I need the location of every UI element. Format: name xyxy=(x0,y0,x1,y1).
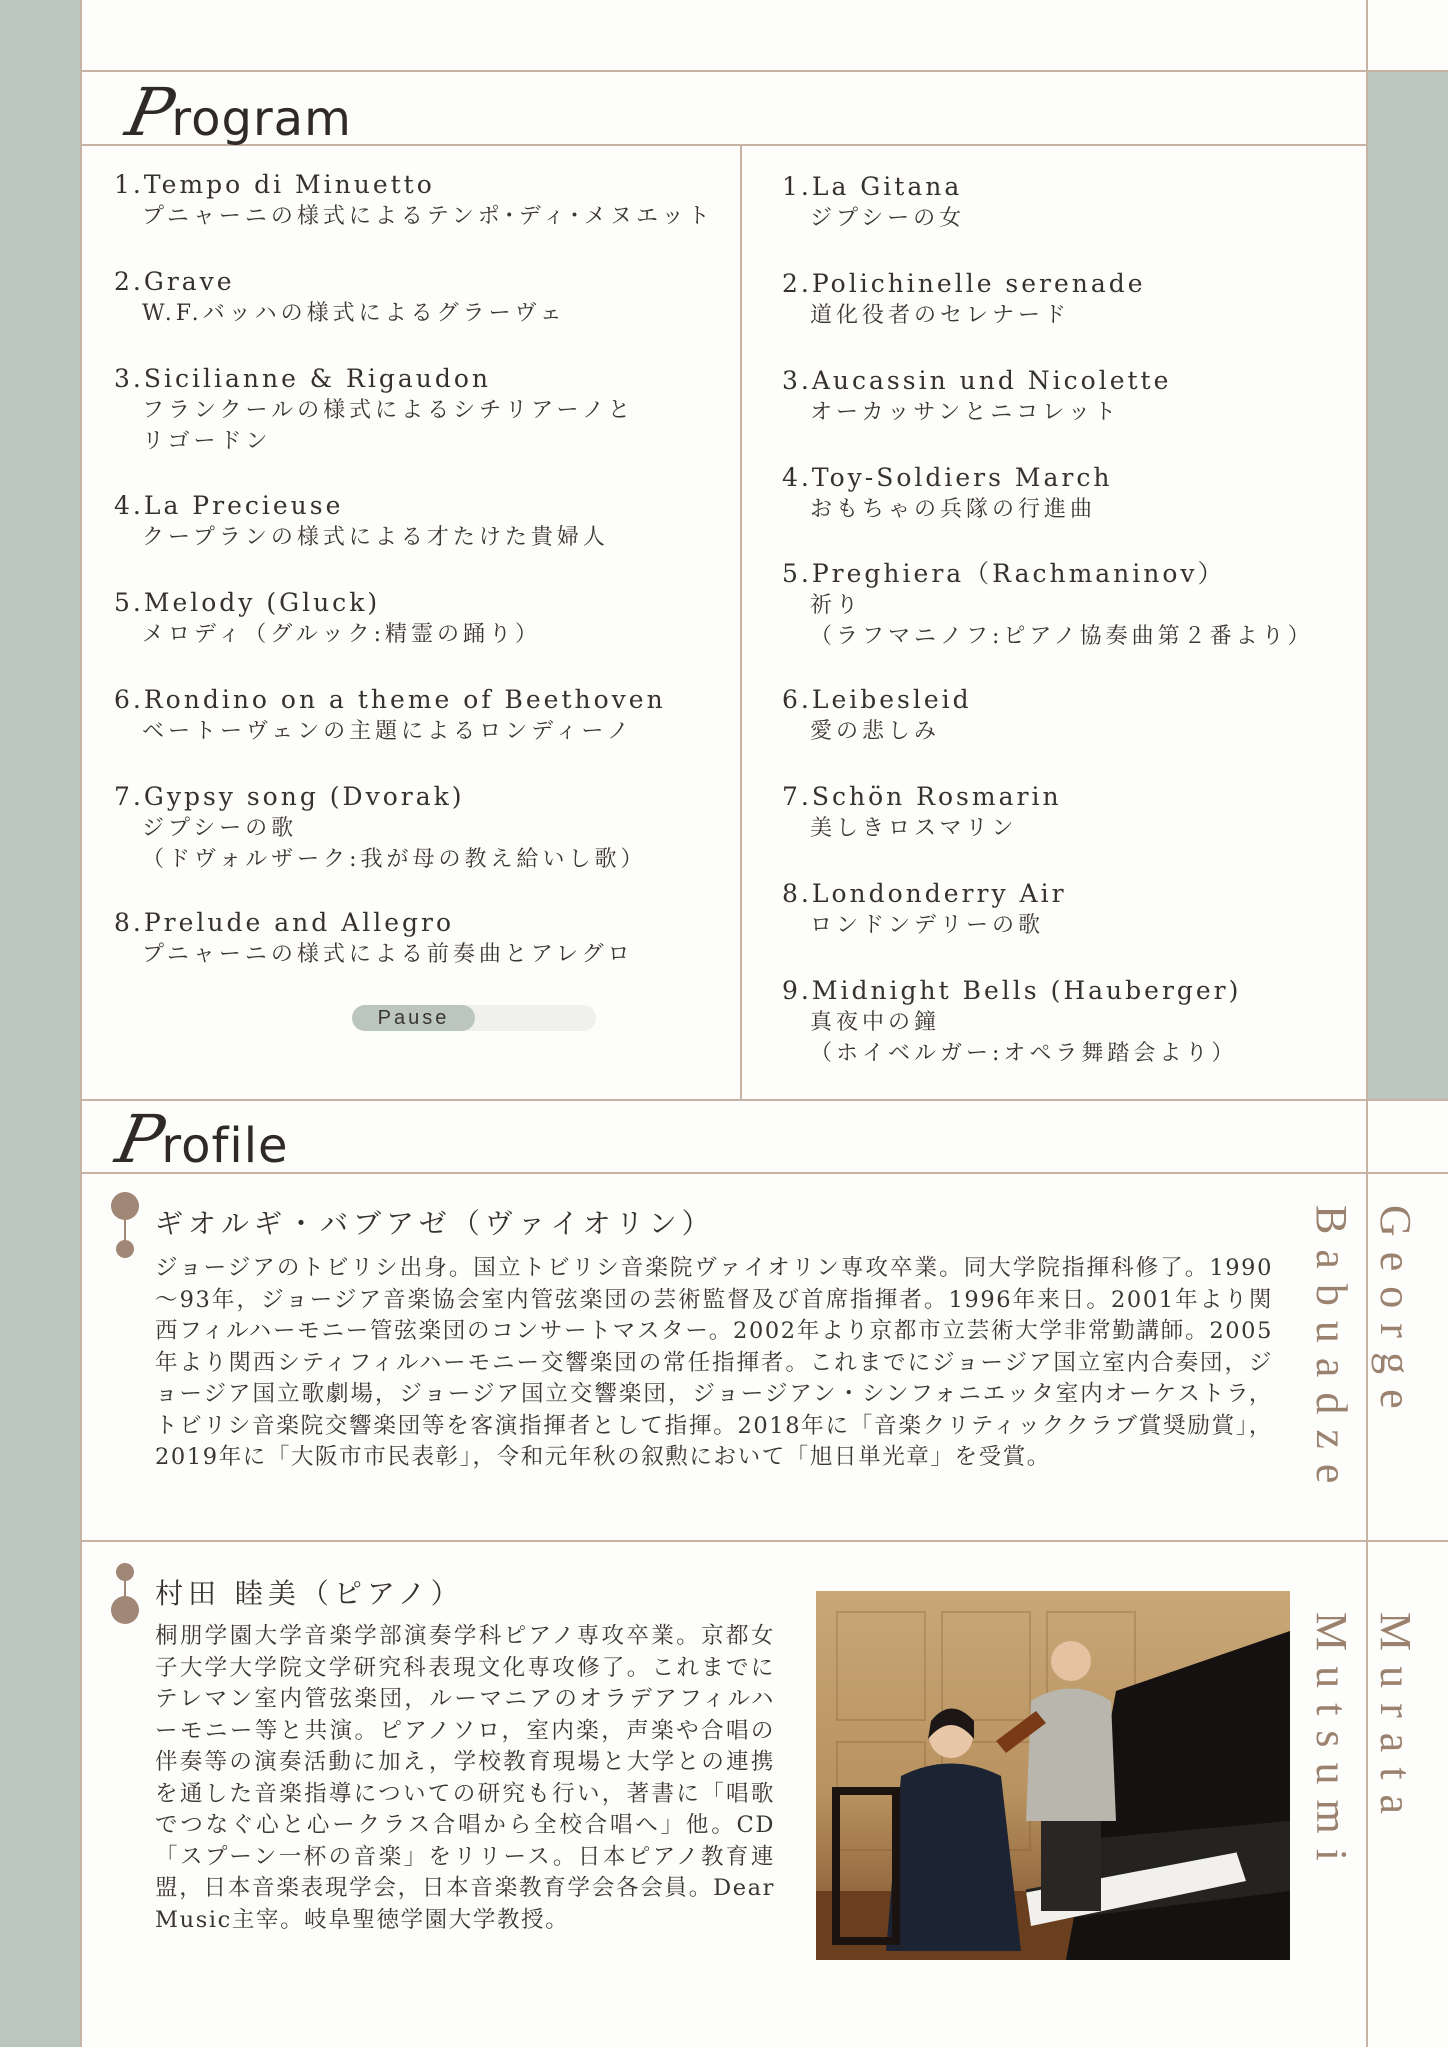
program-item-subtitle: フランクールの様式によるシチリアーノと xyxy=(142,398,635,423)
program-item-subtitle: プニャーニの様式による前奏曲とアレグロ xyxy=(142,942,634,967)
program-item-subtitle: 真夜中の鐘 xyxy=(810,1010,941,1035)
pause-bar xyxy=(352,1005,596,1031)
program-item-title: 2.Polichinelle serenade xyxy=(782,269,1146,298)
program-item-title: 4.Toy-Soldiers March xyxy=(782,463,1113,492)
program-item-title: 6.Rondino on a theme of Beethoven xyxy=(114,685,666,714)
program-item-right-9 xyxy=(782,975,1241,1069)
murata-bio: 桐朋学園大学音楽学部演奏学科ピアノ専攻卒業。京都女子大学大学院文学研究科表現文化専攻修了。これまでにテレマン室内管弦楽団，ルーマニアのオラデアフィルハーモニー等と共演。ピアノソロ，室内楽，声楽や合唱の伴奏等の演奏活動に加え，学校教育現場と大学との連携を通した音楽指導についての研究も行い，著書に「唱歌でつなぐ心と心ークラス合唱から全校合唱へ」他。CD「スプーン一杯の音楽」をリリース。日本ピアノ教育連盟，日本音楽表現学会，日本音楽教育学会各会員。Dear Music主宰。岐阜聖徳学園大学教授。 xyxy=(155,1623,775,1933)
program-item-title: 3.Aucassin und Nicolette xyxy=(782,366,1172,395)
murata-vertical-last: Mutsumi xyxy=(1307,1612,1356,1876)
program-item-subtitle: ジプシーの女 xyxy=(810,206,966,231)
murata-marker-dot-large xyxy=(111,1596,139,1624)
program-item-left-7 xyxy=(114,781,647,875)
program-item-subtitle: 美しきロスマリン xyxy=(810,816,1018,841)
program-item-right-5 xyxy=(782,558,1314,652)
program-item-right-7 xyxy=(782,781,1062,844)
program-item-subtitle: 祈り xyxy=(810,593,863,618)
program-item-left-6 xyxy=(114,684,666,747)
program-item-title: 9.Midnight Bells (Hauberger) xyxy=(782,976,1242,1005)
profile-heading-initial: P xyxy=(109,1101,172,1178)
pause-label: Pause xyxy=(352,1005,475,1031)
program-item-right-8 xyxy=(782,878,1067,941)
right-band-program xyxy=(1367,71,1448,1100)
program-item-title: 8.Londonderry Air xyxy=(782,879,1067,908)
profile-heading-rest: rofile xyxy=(161,1118,289,1174)
program-item-title: 5.Preghiera（Rachmaninov） xyxy=(782,559,1226,588)
profile-heading xyxy=(109,1101,289,1178)
program-item-left-4 xyxy=(114,490,609,553)
program-item-left-1 xyxy=(114,169,714,232)
program-item-title: 1.Tempo di Minuetto xyxy=(114,170,435,199)
program-item-subtitle: オーカッサンとニコレット xyxy=(810,400,1121,425)
program-item-title: 6.Leibesleid xyxy=(782,685,972,714)
program-item-subtitle: W.F.バッハの様式によるグラーヴェ xyxy=(142,301,566,326)
program-item-left-2 xyxy=(114,266,566,329)
program-item-title: 1.La Gitana xyxy=(782,172,963,201)
program-item-subtitle: 道化役者のセレナード xyxy=(810,303,1071,328)
program-item-subtitle: メロディ（グルック:精霊の踊り） xyxy=(142,622,541,647)
program-item-left-3 xyxy=(114,363,634,457)
program-item-title: 5.Melody (Gluck) xyxy=(114,588,381,617)
program-item-left-8 xyxy=(114,907,634,970)
program-heading-rest: rogram xyxy=(171,91,352,147)
program-item-subtitle: ジプシーの歌 xyxy=(142,816,298,841)
program-item-subtitle: おもちゃの兵隊の行進曲 xyxy=(810,497,1097,522)
photo-illustration xyxy=(816,1591,1290,1960)
program-item-subtitle: プニャーニの様式によるテンポ･ディ･メヌエット xyxy=(142,204,714,229)
george-vertical-first: George xyxy=(1371,1205,1420,1424)
program-item-subtitle: リゴードン xyxy=(142,429,272,454)
program-item-title: 3.Sicilianne & Rigaudon xyxy=(114,364,491,393)
vertical-rule-left xyxy=(80,0,82,2047)
george-bio: ジョージアのトビリシ出身。国立トビリシ音楽院ヴァイオリン専攻卒業。同大学院指揮科修了。1990～93年，ジョージア音楽協会室内管弦楽団の芸術監督及び首席指揮者。1996年来日。2001年より関西フィルハーモニー管弦楽団のコンサートマスター。2002年より京都市立芸術大学非常勤講師。2005年より関西シティフィルハーモニー交響楽団の常任指揮者。これまでにジョージア国立室内合奏団，ジョージア国立歌劇場，ジョージア国立交響楽団，ジョージアン・シンフォニエッタ室内オーケストラ，トビリシ音楽院交響楽団等を客演指揮者として指揮。2018年に「音楽クリティッククラブ賞奨励賞」，2019年に「大阪市市民表彰」，令和元年秋の叙勲において「旭日単光章」を受賞。 xyxy=(155,1255,1273,1470)
george-marker-dot-small xyxy=(116,1240,134,1258)
program-item-left-5 xyxy=(114,587,541,650)
program-item-title: 7.Schön Rosmarin xyxy=(782,782,1062,811)
left-sidebar-band xyxy=(0,0,80,2047)
program-item-title: 4.La Precieuse xyxy=(114,491,344,520)
george-name: ギオルギ・バブアゼ（ヴァイオリン） xyxy=(155,1207,715,1240)
program-item-subtitle: （ラフマニノフ:ピアノ協奏曲第２番より） xyxy=(810,624,1314,649)
program-item-subtitle: ベートーヴェンの主題によるロンディーノ xyxy=(142,719,633,744)
murata-name: 村田 睦美（ピアノ） xyxy=(155,1577,464,1610)
murata-vertical-first: Murata xyxy=(1371,1612,1420,1830)
program-item-subtitle: ロンドンデリーの歌 xyxy=(810,913,1045,938)
program-item-subtitle: （ホイベルガー:オペラ舞踏会より） xyxy=(810,1041,1238,1066)
program-item-right-3 xyxy=(782,365,1171,428)
vertical-rule-right xyxy=(1366,0,1368,2047)
program-item-title: 7.Gypsy song (Dvorak) xyxy=(114,782,465,811)
program-column-divider xyxy=(740,146,742,1099)
program-item-right-2 xyxy=(782,268,1146,331)
program-item-right-4 xyxy=(782,462,1112,525)
program-item-title: 8.Prelude and Allegro xyxy=(114,908,455,937)
program-item-right-6 xyxy=(782,684,972,747)
program-item-subtitle: （ドヴォルザーク:我が母の教え給いし歌） xyxy=(142,847,647,872)
program-heading-initial: P xyxy=(119,74,182,151)
program-item-subtitle: 愛の悲しみ xyxy=(810,719,941,744)
program-heading xyxy=(119,74,352,151)
performers-photo xyxy=(816,1591,1290,1960)
program-item-subtitle: クープランの様式による才たけた貴婦人 xyxy=(142,525,609,550)
horizontal-rule-profile-split xyxy=(80,1540,1448,1542)
horizontal-rule-top xyxy=(80,70,1448,72)
george-vertical-last: Babuadze xyxy=(1307,1205,1356,1499)
program-item-right-1 xyxy=(782,171,965,234)
program-item-title: 2.Grave xyxy=(114,267,235,296)
